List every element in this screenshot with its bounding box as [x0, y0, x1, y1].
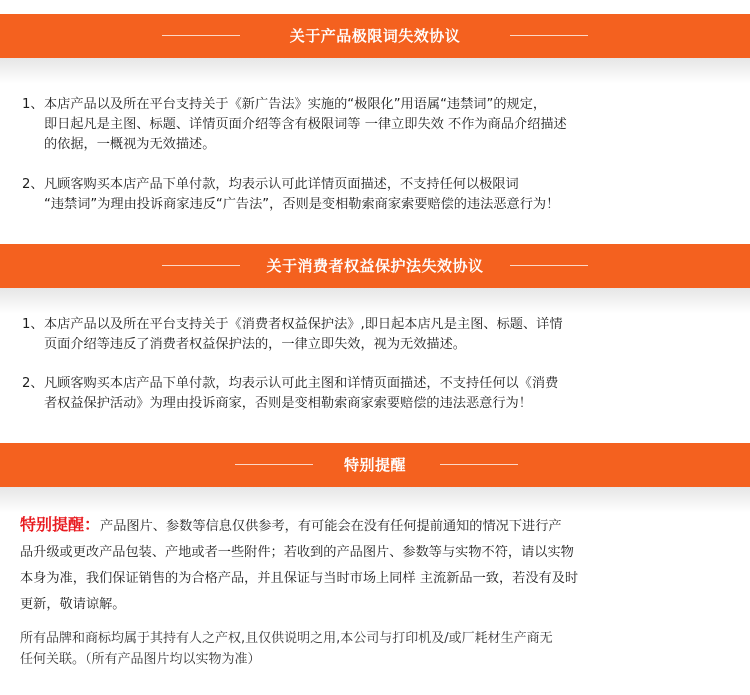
header-shadow: [0, 58, 750, 84]
list-item: 1、本店产品以及所在平台支持关于《新广告法》实施的“极限化”用语属“违禁词”的规定， 即日起凡是主图、标题、详情页面介绍等含有极限词等 一律立即失效 不作为商品介绍描述 的依据，一概视为无效描述。: [22, 97, 567, 152]
section-title: 特别提醒: [343, 456, 406, 474]
section-header-extreme-words: [0, 14, 750, 58]
section-title: 关于消费者权益保护法失效协议: [266, 257, 484, 275]
header-shadow: [0, 487, 750, 513]
divider-right: [510, 265, 588, 266]
divider-right: [510, 35, 588, 36]
list-item: 2、凡顾客购买本店产品下单付款，均表示认可此详情页面描述，不支持任何以极限词 “违禁词”为理由投诉商家违反“广告法”，否则是变相勒索商家索要赔偿的违法恶意行为！: [22, 177, 560, 212]
list-item: 2、凡顾客购买本店产品下单付款，均表示认可此主图和详情页面描述，不支持任何以《消费 者权益保护活动》为理由投诉商家，否则是变相勒索商家索要赔偿的违法恶意行为！: [22, 376, 559, 411]
divider-right: [440, 464, 518, 465]
section-title: 关于产品极限词失效协议: [289, 27, 461, 45]
list-item: 1、本店产品以及所在平台支持关于《消费者权益保护法》,即日起本店凡是主图、标题、详情 页面介绍等违反了消费者权益保护法的，一律立即失效，视为无效描述。: [22, 317, 563, 352]
notice-paragraph: 特别提醒：产品图片、参数等信息仅供参考，有可能会在没有任何提前通知的情况下进行产 品升级或更改产品包装、产地或者一些附件；若收到的产品图片、参数等与实物不符，请以实物 本身为准，我们保证销售的为合格产品，并且保证与当时市场上同样 主流新品一致，若没有及时 更新，敬请谅解。: [20, 515, 579, 612]
header-shadow: [0, 288, 750, 314]
footer-disclaimer: 所有品牌和商标均属于其持有人之产权,且仅供说明之用,本公司与打印机及/或厂耗材生产商无 任何关联。（所有产品图片均以实物为准）: [20, 631, 553, 667]
section-header-special-notice: [0, 443, 750, 487]
section-header-consumer-rights: [0, 244, 750, 288]
notice-highlight: 特别提醒：: [20, 515, 101, 534]
